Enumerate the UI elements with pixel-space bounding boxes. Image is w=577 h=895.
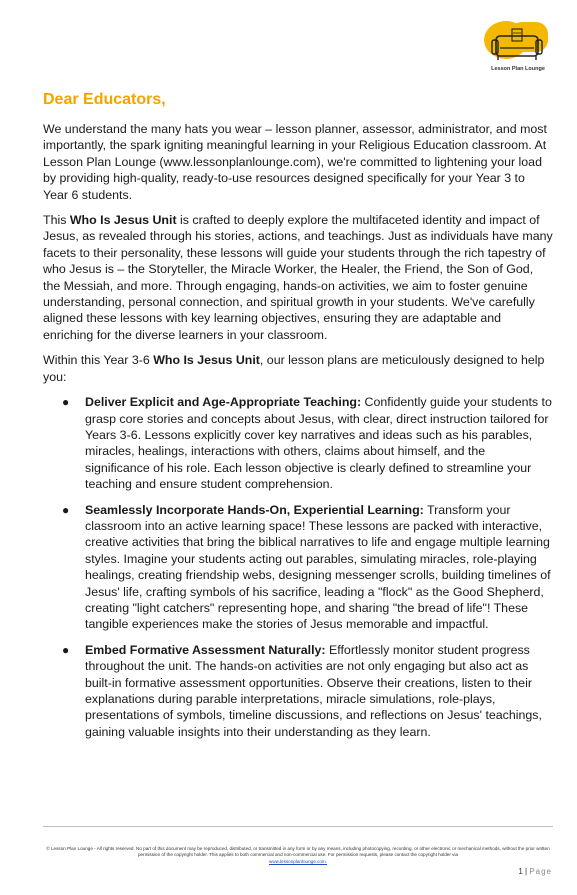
list-item	[43, 502, 553, 633]
copyright-text: © Lesson Plan Lounge - All rights reserved. No part of this document may be reproduced, distributed, or transmitted in any form or by any means, including photocopying, recording, or other electronic or mechanical methods, without the prior written permission of the copyright holder. This applies to both commercial and non-commercial use. For permission requests, please contact the copyright holder via	[46, 846, 550, 858]
benefits-list	[43, 394, 553, 740]
intro-paragraph: We understand the many hats you wear – lesson planner, assessor, administrator, and most importantly, the spark igniting meaningful learning in your Religious Education classroom. At Lesson Plan Lounge (www.lessonplanlounge.com), we're committed to lightening your load by providing high-quality, ready-to-use resources designed specifically for your Year 3 to Year 6 students.	[43, 122, 547, 202]
list-item-heading: Deliver Explicit and Age-Appropriate Teaching:	[85, 395, 362, 410]
list-item-heading: Embed Formative Assessment Naturally:	[85, 642, 326, 657]
bullet-icon: ●	[62, 642, 70, 657]
website-link[interactable]: www.lessonplanlounge.com.	[269, 858, 327, 864]
letter-body	[43, 121, 553, 749]
page-title: Dear Educators,	[43, 91, 166, 108]
page-number: 1 | Page	[518, 867, 552, 876]
list-item-heading: Seamlessly Incorporate Hands-On, Experiential Learning:	[85, 502, 424, 517]
list-item-text: Confidently guide your students to grasp core stories and concepts about Jesus, with clear, direct instruction tailored for Years 3-6. Lessons explicitly cover key narratives and ideas such as his parables, miracles, healings, interactions with others, claims about himself, and the significance of his role. Each lesson objective is clearly defined to streamline your teaching and ensure student comprehension.	[85, 395, 552, 492]
unit-description-paragraph: This Who Is Jesus Unit is crafted to deeply explore the multifaceted identity and impact of Jesus, as revealed through his stories, actions, and teachings. Just as individuals have many facets to their personality, these lessons will guide your students through the rich tapestry of who Jesus is – the Storyteller, the Miracle Worker, the Healer, the Friend, the Son of God, the Messiah, and more. Through engaging, hands-on activities, we aim to foster genuine understanding, personal connection, and spiritual growth in your students. We've carefully aligned these lessons with key learning objectives, ensuring they are adaptable and enriching for the diverse learners in your classroom.	[43, 213, 553, 342]
list-item	[43, 394, 553, 492]
footer-divider	[43, 826, 553, 827]
bullet-icon: ●	[62, 502, 70, 517]
list-item-text: Transform your classroom into an active learning space! These lessons are packed with interactive, creative activities that bring the biblical narratives to life and engage multiple learning styles. Imagine your students acting out parables, simulating miracles, role-playing healings, creating friendship webs, designing messenger scrolls, building timelines of Jesus' life, crafting symbols of his sacrifice, leading a "flock" as the Good Shepherd, creating "light catchers" representing hope, and sharing "the bread of life"! These tangible experiences make the stories of Jesus memorable and impactful.	[85, 502, 551, 632]
lead-in-paragraph: Within this Year 3-6 Who Is Jesus Unit, our lesson plans are meticulously designed to help you:	[43, 353, 545, 384]
unit-name: Who Is Jesus Unit	[69, 213, 177, 228]
unit-name: Who Is Jesus Unit	[153, 353, 260, 368]
bullet-icon: ●	[62, 395, 70, 410]
list-item-text: Effortlessly monitor student progress throughout the unit. The hands-on activities are not only engaging but also act as built-in formative assessment opportunities. Observe their creations, listen to their explanations during parable interpretations, miracle simulations, role-plays, presentations of symbols, timeline discussions, and reflections on Jesus' teachings, gaining valuable insights into their understanding as they learn.	[85, 642, 542, 739]
brand-name: Lesson Plan Lounge	[491, 66, 545, 72]
list-item	[43, 642, 553, 740]
footer-copyright	[43, 846, 553, 865]
